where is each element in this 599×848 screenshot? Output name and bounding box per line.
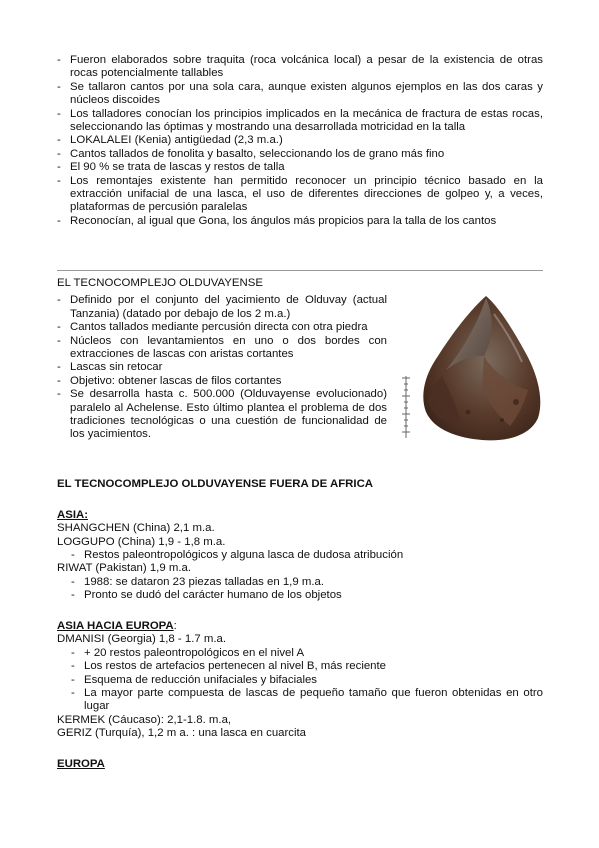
list-item: - La mayor parte compuesta de lascas de pequeño tamaño que fueron obtenidas en otro lugar xyxy=(57,687,543,714)
list-item: - Fueron elaborados sobre traquita (roca volcánica local) a pesar de la existencia de otras rocas potencialmente tallables xyxy=(57,54,543,81)
list-item: - Cantos tallados mediante percusión directa con otra piedra xyxy=(57,321,387,334)
section-heading: EL TECNOCOMPLEJO OLDUVAYENSE FUERA DE AFRICA xyxy=(57,478,374,490)
list-item: - LOKALALEI (Kenia) antigüedad (2,3 m.a.) xyxy=(57,134,543,147)
site-riwat: RIWAT (Pakistan) 1,9 m.a. xyxy=(57,562,191,575)
list-item: - Esquema de reducción unifaciales y bifaciales xyxy=(57,674,543,687)
list-item: - Se desarrolla hasta c. 500.000 (Olduvayense evolucionado) paralelo al Achelense. Esto último plantea el problema de dos tradiciones tecnológicas o una cuestión de funcionalidad de los yacimientos. xyxy=(57,388,387,442)
list-item: - Los remontajes existente han permitido reconocer un principio técnico basado en la extracción unifacial de una lasca, el uso de diferentes direcciones de golpeo y, a veces, plataformas de percusión paralelas xyxy=(57,175,543,215)
section-divider xyxy=(57,270,543,271)
heading-colon: : xyxy=(173,620,177,633)
list-item: - Lascas sin retocar xyxy=(57,361,387,374)
asia-europa-heading: ASIA HACIA EUROPA xyxy=(57,620,174,633)
stone-tool-photo xyxy=(398,292,546,444)
olduvayense-section xyxy=(57,277,387,442)
list-item: - Los restos de artefacios pertenecen al nivel B, más reciente xyxy=(57,660,543,673)
fuera-africa-section xyxy=(57,478,543,771)
list-item: - Reconocían, al igual que Gona, los ángulos más propicios para la talla de los cantos xyxy=(57,215,543,228)
site-geriz: GERIZ (Turquía), 1,2 m a. : una lasca en cuarcita xyxy=(57,727,307,740)
list-item: - Objetivo: obtener lascas de filos cortantes xyxy=(57,375,387,388)
list-item: - 1988: se dataron 23 piezas talladas en 1,9 m.a. xyxy=(57,576,543,589)
site-loggupo: LOGGUPO (China) 1,9 - 1,8 m.a. xyxy=(57,535,226,548)
asia-europa-heading-line xyxy=(57,620,543,633)
list-item: - Definido por el conjunto del yacimiento de Olduvay (actual Tanzania) (datado por debajo de los 2 m.a.) xyxy=(57,294,387,321)
top-bullet-list xyxy=(57,54,543,228)
site-dmanisi: DMANISI (Georgia) 1,8 - 1.7 m.a. xyxy=(57,633,227,646)
list-item: - Núcleos con levantamientos en uno o dos bordes con extracciones de lascas con aristas cortantes xyxy=(57,335,387,362)
list-item: - + 20 restos paleontropológicos en el nivel A xyxy=(57,647,543,660)
list-item: - El 90 % se trata de lascas y restos de talla xyxy=(57,161,543,174)
site-kermek: KERMEK (Cáucaso): 2,1-1.8. m.a, xyxy=(57,713,232,726)
site-shangchen: SHANGCHEN (China) 2,1 m.a. xyxy=(57,522,215,535)
scale-bar xyxy=(402,376,410,438)
list-item: - Restos paleontropológicos y alguna lasca de dudosa atribución xyxy=(57,549,543,562)
europa-heading: EUROPA xyxy=(57,758,105,771)
list-item: - Los talladores conocían los principios implicados en la mecánica de fractura de estas rocas, seleccionando las óptimas y mostrando una desarrollada motricidad en la talla xyxy=(57,108,543,135)
list-item: - Cantos tallados de fonolita y basalto, seleccionando los de grano más fino xyxy=(57,148,465,161)
list-item: - Se tallaron cantos por una sola cara, aunque existen algunos ejemplos en las dos caras y núcleos discoides xyxy=(57,81,543,108)
list-item: - Pronto se dudó del carácter humano de los objetos xyxy=(57,589,543,602)
asia-heading: ASIA: xyxy=(57,508,89,521)
section-heading: EL TECNOCOMPLEJO OLDUVAYENSE xyxy=(57,277,263,289)
